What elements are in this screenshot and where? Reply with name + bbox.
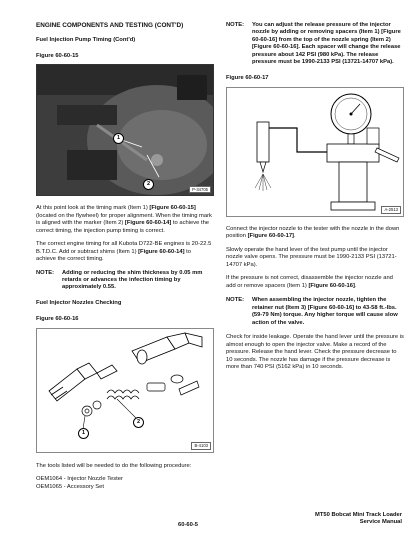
- subsection-heading: Fuel Injection Pump Timing (Cont'd): [36, 37, 136, 43]
- note-text: Adding or reducing the shim thickness by 0.05 mm retards or advances the infection timing by approximately 0.55.: [62, 269, 203, 291]
- figure-ref: [Figure 60-60-15]: [149, 205, 196, 211]
- section-heading: ENGINE COMPONENTS AND TESTING (CONT'D): [36, 22, 184, 29]
- flywheel-timing-photo: [36, 64, 214, 196]
- figure-label: Figure 60-60-16: [36, 316, 79, 323]
- note-label: NOTE:: [226, 22, 245, 28]
- left-column: [36, 22, 212, 491]
- text-run: (located on the flywheel) for proper alignment. When the timing mark is aligned with the marker (Item 2): [36, 212, 212, 226]
- callout-2: 2: [143, 179, 154, 190]
- figure-label: Figure 60-60-17: [226, 75, 269, 82]
- paragraph: Check for inside leakage. Operate the hand lever until the pressure is almost enough to open the injector valve. Make a record of the pressure. Release the hand lever. Check the pressure decrease to 10 seconds. The nozzle has damage if the pressure decrease is more than 740 PSI (5162 kPa) in 10 seconds.: [226, 334, 404, 371]
- manual-title: [315, 512, 402, 526]
- subsection-heading: Fuel Injector Nozzles Checking: [36, 299, 122, 306]
- text-run: Connect the injector nozzle to the tester with the nozzle in the down position: [226, 225, 400, 240]
- nozzle-tester-figure: [226, 87, 404, 217]
- figure-ref: [Figure 60-60-14]: [138, 248, 185, 255]
- text-run: At this point look at the timing mark (Item 1): [36, 205, 150, 211]
- injector-parts-drawing: [37, 329, 213, 452]
- note: [36, 270, 212, 292]
- figure-id: B-4103: [191, 442, 211, 450]
- note: [226, 22, 404, 66]
- page-number: 60-60-5: [178, 522, 198, 528]
- tool-item: OEM1064 - Injector Nozzle Tester: [36, 476, 123, 483]
- figure-ref: [Figure 60-60-16]: [308, 282, 355, 289]
- note-text: When assembling the injector nozzle, tighten the retainer nut (Item 3) [Figure 60-60-16] to 43-58 ft.-lbs. (59-79 Nm) torque. Any higher torque will cause slow action of the valve.: [252, 297, 398, 326]
- text-run: The correct engine timing for all Kubota D722-BE engines is 20-22.5 B.T.D.C. Add or subtract shims (Item 1): [36, 241, 212, 255]
- figure-ref: [Figure 60-60-17]: [247, 233, 294, 240]
- figure-ref: [Figure 60-60-14]: [124, 220, 172, 226]
- note: [226, 297, 404, 327]
- nozzle-tester-drawing: [227, 88, 403, 216]
- paragraph: [226, 275, 404, 290]
- text-run: If the pressure is not correct, disassemble the injector nozzle and add or remove spacers (Item 1): [226, 275, 393, 289]
- note-label: NOTE:: [226, 297, 245, 304]
- manual-title-line: MT50 Bobcat Mini Track Loader: [315, 512, 402, 518]
- callout-1: 1: [78, 428, 89, 439]
- paragraph: [36, 205, 212, 235]
- figure-id: P-34705: [189, 186, 211, 194]
- figure-label: Figure 60-60-15: [36, 52, 79, 59]
- callout-1: 1: [113, 133, 124, 144]
- note-label: NOTE:: [36, 269, 55, 276]
- right-column: [226, 22, 404, 372]
- paragraph: Slowly operate the hand lever of the test pump until the injector nozzle valve opens. The pressure must be 1990-2133 PSI (13721-14707 kPa).: [226, 246, 397, 268]
- figure-id: A-2513: [381, 206, 401, 214]
- text-run: to achieve the correct timing.: [36, 248, 191, 262]
- text-run: to achieve the correct timing, the injection pump timing is correct.: [36, 220, 210, 234]
- manual-title-line: Service Manual: [359, 519, 402, 525]
- paragraph: [36, 241, 212, 264]
- paragraph: The tools listed will be needed to do the following procedure:: [36, 462, 192, 469]
- injector-parts-figure: [36, 328, 214, 453]
- text-run: .: [293, 233, 296, 240]
- note-text: You can adjust the release pressure of the injector nozzle by adding or removing spacers (Item 1) [Figure 60-60-16] from the top of the nozzle spring (Item 2) [Figure 60-60-16]. Each spacer will change the release pressure about 142 PSI (980 kPa). The release pressure must be 1990-2133 PSI (13721-14707 kPa).: [252, 22, 401, 66]
- flywheel-photo-illustration: [37, 65, 213, 195]
- paragraph: [226, 226, 404, 241]
- callout-2: 2: [133, 417, 144, 428]
- text-run: .: [354, 282, 357, 289]
- tool-item: OEM1065 - Accessory Set: [36, 483, 104, 490]
